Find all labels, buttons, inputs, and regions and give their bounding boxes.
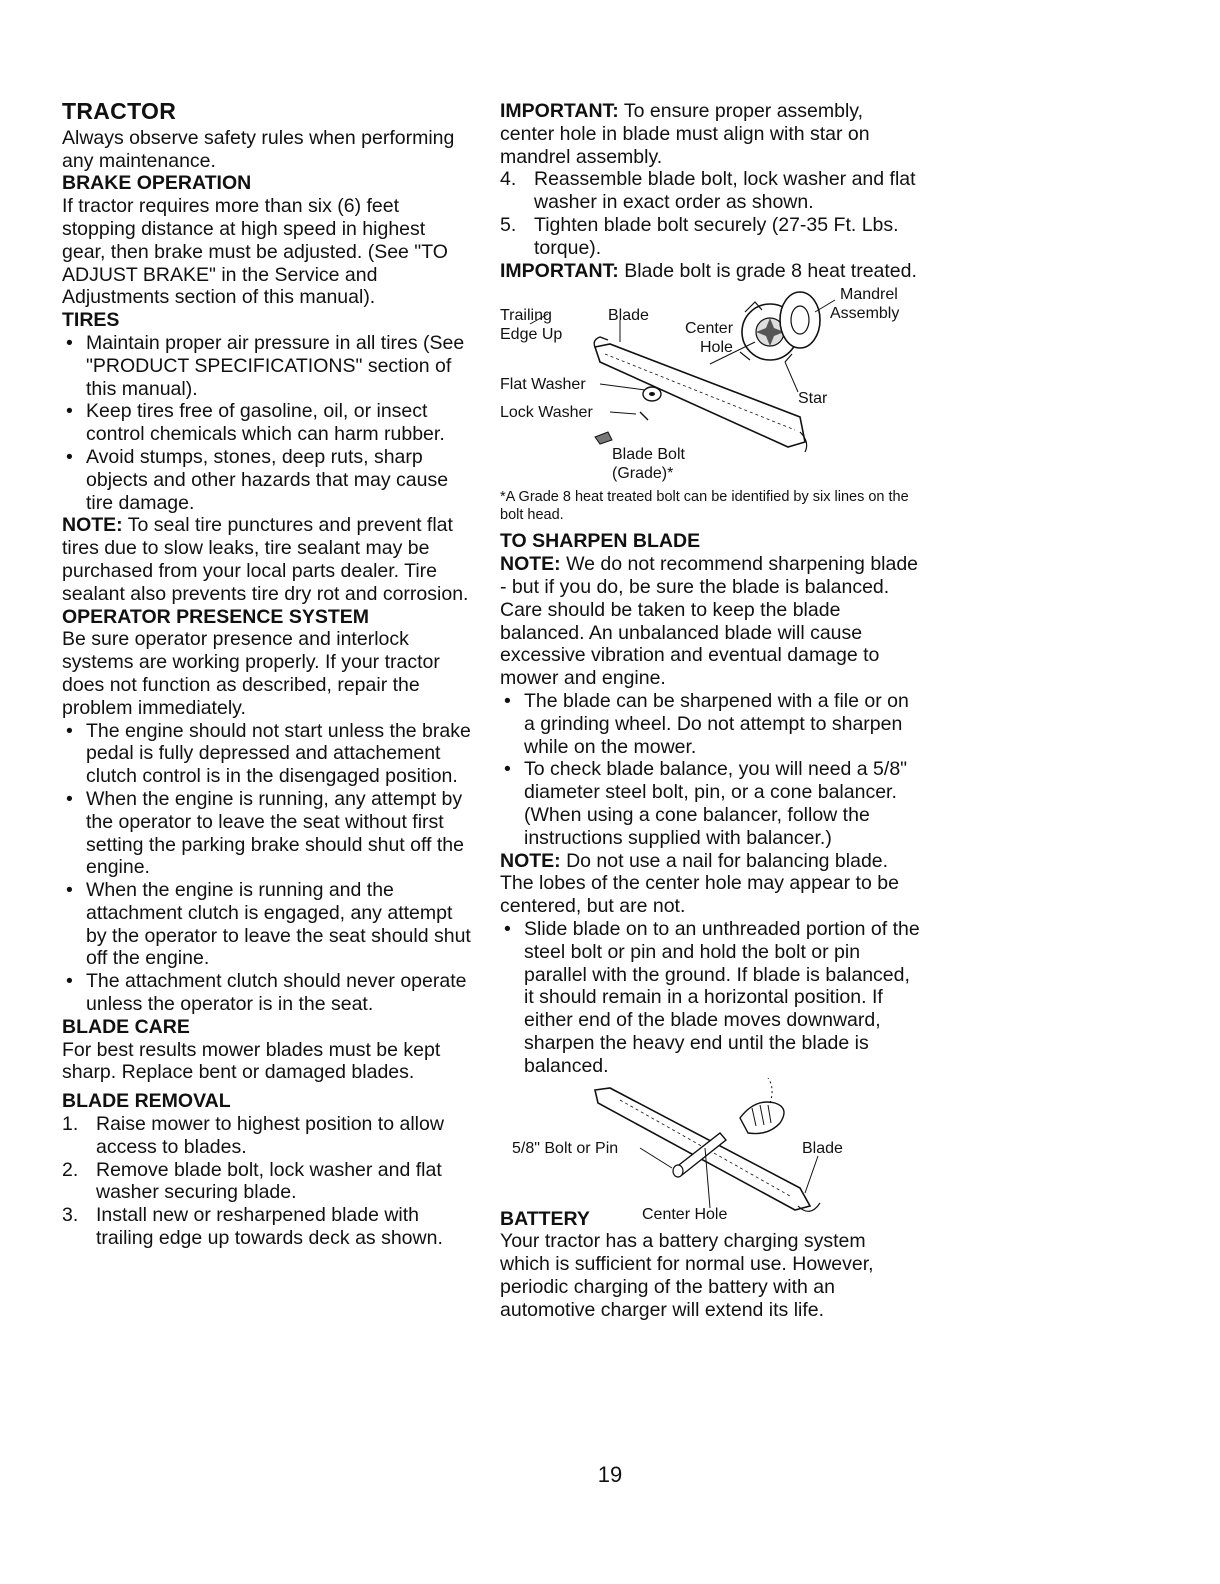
list-item: • Maintain proper air pressure in all tires (See "PRODUCT SPECIFICATIONS" section of this manual). [66, 331, 465, 400]
heading-operator-presence: OPERATOR PRESENCE SYSTEM [62, 605, 370, 628]
heading-blade-removal: BLADE REMOVAL [62, 1090, 231, 1113]
list-item: 2. Remove blade bolt, lock washer and flat washer securing blade. [62, 1158, 442, 1204]
label-mandrel: Mandrel [840, 286, 898, 304]
label-blade: Blade [802, 1139, 843, 1157]
label-hole: Hole [700, 339, 733, 357]
label-blade-bolt: Blade Bolt [612, 446, 685, 464]
blade-balance-figure [500, 1078, 920, 1228]
bullet-icon: • [504, 917, 511, 940]
reassembly-steps [500, 168, 920, 259]
grade8-footnote: *A Grade 8 heat treated bolt can be identified by six lines on the bolt head. [500, 489, 909, 524]
bullet-icon: • [66, 879, 73, 902]
section-title-tractor: TRACTOR [62, 98, 177, 124]
bullet-icon: • [66, 787, 73, 810]
heading-tires: TIRES [62, 309, 120, 332]
blade-care-text: For best results mower blades must be kept sharp. Replace bent or damaged blades. [62, 1038, 441, 1084]
intro-text: Always observe safety rules when performing any maintenance. [62, 126, 455, 172]
heading-brake-operation: BRAKE OPERATION [62, 172, 252, 195]
balance-list [500, 918, 920, 1078]
brake-text: If tractor requires more than six (6) feet stopping distance at high speed in highest gear, then brake must be adjusted. (See "TO ADJUST BRAKE" in the Service and Adjustments section of this manual). [62, 195, 448, 309]
bullet-icon: • [504, 689, 511, 712]
bullet-icon: • [66, 331, 73, 354]
list-item: • Avoid stumps, stones, deep ruts, sharp objects and other hazards that may cause tire damage. [66, 445, 449, 514]
bullet-icon: • [504, 758, 511, 781]
bullet-icon: • [66, 445, 73, 468]
blade-removal-steps [62, 1113, 472, 1250]
list-item: • The attachment clutch should never operate unless the operator is in the seat. [66, 970, 467, 1016]
important-alignment: IMPORTANT: To ensure proper assembly, center hole in blade must align with star on mandrel assembly. [500, 100, 870, 168]
list-item: 4. Reassemble blade bolt, lock washer and flat washer in exact order as shown. [500, 168, 916, 214]
label-assembly: Assembly [830, 305, 900, 323]
ops-list [62, 720, 472, 1016]
list-item: • When the engine is running and the attachment clutch is engaged, any attempt by the operator to leave the seat should shut off the engine. [66, 879, 471, 970]
tires-list [62, 332, 472, 514]
label-flat-washer: Flat Washer [500, 376, 586, 394]
label-edge-up: Edge Up [500, 326, 563, 344]
list-item: • To check blade balance, you will need a 5/8" diameter steel bolt, pin, or a cone balancer. (When using a cone balancer, follow the instructions supplied with balancer.) [504, 758, 908, 849]
bullet-icon: • [66, 400, 73, 423]
important-grade8: IMPORTANT: Blade bolt is grade 8 heat treated. [500, 259, 917, 282]
list-item: 5. Tighten blade bolt securely (27-35 Ft. Lbs. torque). [500, 213, 899, 259]
left-column [62, 100, 472, 1250]
page-number: 19 [597, 1462, 623, 1487]
tires-note: NOTE: To seal tire punctures and prevent flat tires due to slow leaks, tire sealant may be purchased from your local parts dealer. Tire sealant also prevents tire dry rot and corrosion. [62, 514, 469, 605]
list-item: • Slide blade on to an unthreaded portion of the steel bolt or pin and hold the bolt or pin parallel with the ground. If blade is balanced, it should remain in a horizontal position. If either end of the blade moves downward, sharpen the heavy end until the blade is balanced. [504, 917, 920, 1077]
list-item: • The engine should not start unless the brake pedal is fully depressed and attachement clutch control is in the disengaged position. [66, 719, 471, 788]
blade-assembly-figure [500, 282, 920, 482]
label-blade: Blade [608, 307, 649, 325]
label-star: Star [798, 390, 828, 408]
label-center: Center [685, 320, 734, 338]
bullet-icon: • [66, 719, 73, 742]
list-item: 1. Raise mower to highest position to allow access to blades. [62, 1113, 444, 1158]
bullet-icon: • [66, 970, 73, 993]
list-item: 3. Install new or resharpened blade with trailing edge up towards deck as shown. [62, 1204, 443, 1250]
label-grade: (Grade)* [612, 465, 674, 483]
list-item: • When the engine is running, any attempt by the operator to leave the seat without first setting the parking brake should shut off the engine. [66, 787, 464, 879]
ops-text: Be sure operator presence and interlock systems are working properly. If your tractor does not function as described, repair the problem immediately. [62, 628, 440, 719]
list-item: • Keep tires free of gasoline, oil, or insect control chemicals which can harm rubber. [66, 400, 445, 446]
label-bolt-or-pin: 5/8" Bolt or Pin [512, 1139, 619, 1157]
list-item: • The blade can be sharpened with a file or on a grinding wheel. Do not attempt to sharpen while on the mower. [504, 689, 909, 758]
sharpen-list [500, 690, 920, 850]
label-lock-washer: Lock Washer [500, 404, 593, 422]
heading-battery: BATTERY [500, 1207, 590, 1230]
battery-text: Your tractor has a battery charging system which is sufficient for normal use. However, periodic charging of the battery with an automotive charger will extend its life. [500, 1230, 874, 1321]
sharpen-note: NOTE: We do not recommend sharpening blade - but if you do, be sure the blade is balanced. [500, 553, 919, 598]
label-center-hole: Center Hole [642, 1205, 728, 1223]
heading-to-sharpen-blade: TO SHARPEN BLADE [500, 530, 701, 553]
heading-blade-care: BLADE CARE [62, 1015, 190, 1038]
balancing-note: NOTE: Do not use a nail for balancing blade. The lobes of the center hole may appear to be centered, but are not. [500, 849, 899, 918]
label-trailing: Trailing [500, 307, 552, 325]
right-column [500, 100, 920, 1321]
sharpen-text: Care should be taken to keep the blade balanced. An unbalanced blade will cause excessive vibration and eventual damage to mower and engine. [500, 598, 880, 690]
